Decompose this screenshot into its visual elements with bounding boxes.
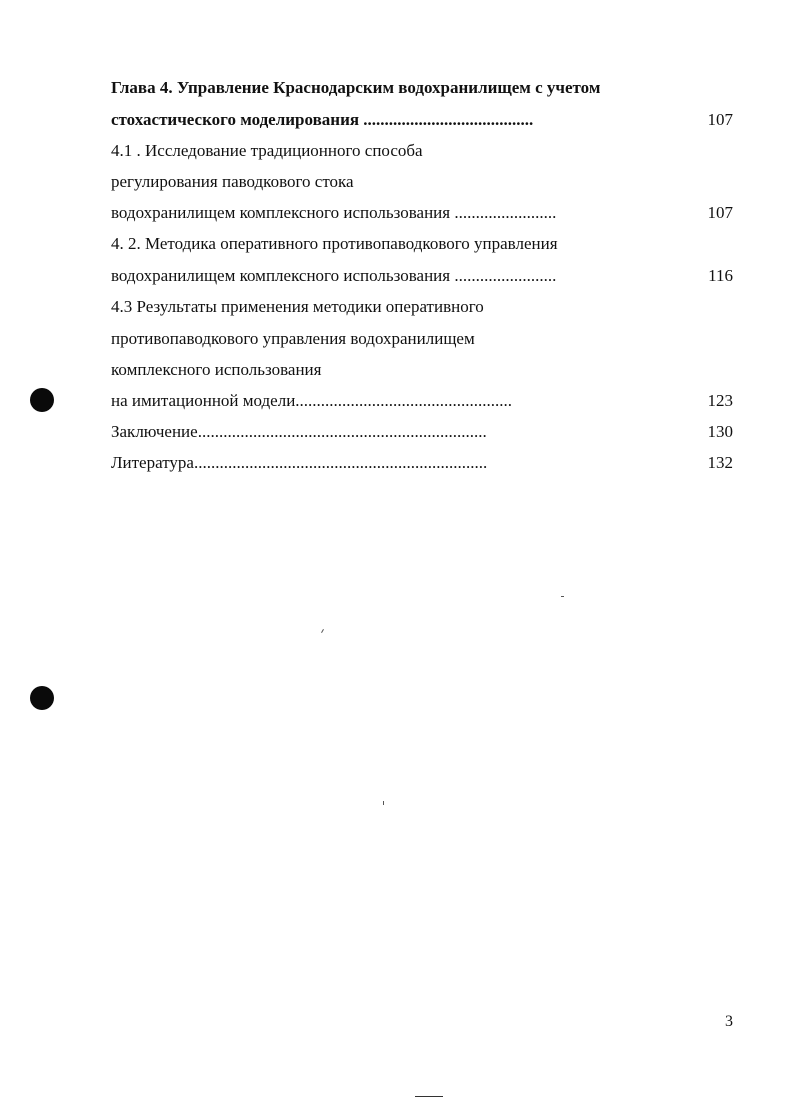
toc-s43-line3: комплексного использования (111, 360, 322, 379)
toc-chapter4-title-line1: Глава 4. Управление Краснодарским водохранилищем с учетом (111, 78, 601, 97)
toc-s41-line2: регулирования паводкового стока (111, 172, 354, 191)
page-number: 3 (725, 1013, 733, 1030)
toc-literature: Литература..................................................................... (111, 453, 488, 472)
toc-s42-page: 116 (708, 266, 733, 285)
toc-s41-line3: водохранилищем комплексного использования ........................ (111, 203, 557, 222)
toc-s43-line2: противопаводкового управления водохранилищем (111, 329, 475, 348)
toc-conclusion: Заключение.................................................................... (111, 422, 487, 441)
toc-s42-line1: 4. 2. Методика оперативного противопаводкового управления (111, 234, 558, 253)
toc-chapter4-page: 107 (707, 110, 733, 129)
scan-speck (321, 629, 324, 633)
toc-s43-line4: на имитационной модели................................................... (111, 391, 513, 410)
bottom-rule (415, 1096, 443, 1097)
binder-hole-bottom (30, 686, 54, 710)
toc-s43-line1: 4.3 Результаты применения методики оперативного (111, 297, 484, 316)
toc-s41-page: 107 (707, 203, 733, 222)
scan-speck (561, 596, 564, 597)
toc-s43-page: 123 (707, 391, 733, 410)
toc-s41-line1: 4.1 . Исследование традиционного способа (111, 141, 423, 160)
toc-conclusion-page: 130 (707, 422, 733, 441)
toc-chapter4-title-line2: стохастического моделирования ........................................ (111, 110, 534, 129)
toc-s42-line2: водохранилищем комплексного использования ........................ (111, 266, 557, 285)
binder-hole-top (30, 388, 54, 412)
scan-speck (383, 801, 384, 805)
toc-literature-page: 132 (707, 453, 733, 472)
